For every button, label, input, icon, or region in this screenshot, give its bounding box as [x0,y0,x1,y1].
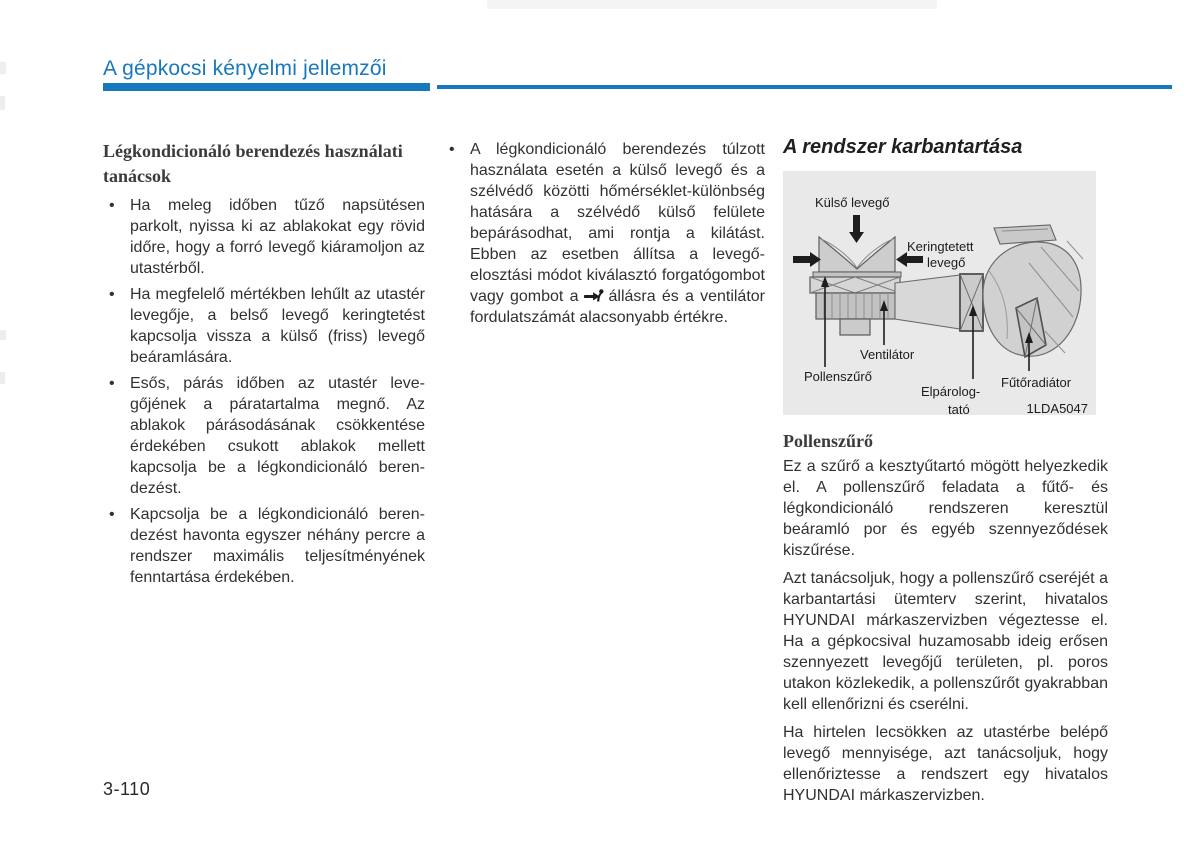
section-heading-maintenance: A rendszer karbantartása [783,136,1023,158]
list-item [103,373,425,499]
scan-artifact-edge [0,372,5,384]
bullet-marker: • [109,286,115,303]
label-recirculated-air-line2: levegő [927,255,966,270]
intake-collar [813,272,901,277]
air-duct [895,275,960,329]
header-rule-thin [437,85,1172,89]
header-rule-thick [103,83,430,91]
list-item [103,504,425,588]
list-item-text: Kapcsolja be a légkondicionáló berendezést havonta egyszer néhány percre a rendszer maximális teljesítményének fenntartása érdekében. [130,506,425,586]
scan-artifact-edge [0,330,6,340]
label-recirculated-air-line1: Keringtetett [907,239,974,254]
list-item-text-after: állásra és a ventilátor fordulatszámát alacsonyabb értékre. [470,288,766,326]
bullet-marker: • [109,375,115,392]
label-evaporator-line1: Elpárolog- [921,384,981,399]
section-heading-ac-tips: Légkondicionáló berendezés használati tanácsok [103,141,403,186]
page-number: 3-110 [103,779,151,799]
paragraph: Ha hirtelen lecsökken az utastérbe belépő levegő mennyisége, azt tanácsoljuk, hogy ellenőriztesse a rendszert egy hivatalos HYUNDAI márkaszervizben. [783,724,1108,804]
column-right [783,135,1108,813]
list-item-text: Esős, párás időben az utastér levegőjének a páratartalma megnő. Az ablakok párásodásának csökkentése érdekében csukott ablakok mellett kapcsolja be a légkondicionáló berendezést. [130,375,425,497]
label-pollen-filter: Pollenszűrő [804,369,872,384]
list-item-text [470,141,765,326]
chapter-title: A gépkocsi kényelmi jellemzői [103,57,387,80]
list-item [103,195,425,279]
label-outside-air: Külső levegő [815,195,890,210]
list-item-text: Ha megfelelő mértékben lehűlt az utastér levegője, a belső levegő keringtetést kapcsolja vissza a külső (friss) levegő beáramlására. [130,286,425,366]
bullet-marker: • [109,197,115,214]
label-heater-core: Fűtőradiátor [1001,375,1072,390]
list-item [443,139,765,328]
face-level-airflow-icon [583,288,605,303]
label-blower: Ventilátor [860,347,915,362]
subsection-heading-pollen-filter: Pollenszűrő [783,431,873,451]
column-left [103,139,425,593]
list-item [103,284,425,368]
list-item-text: Ha meleg időben tűző napsütésen parkolt, nyissa ki az ablakokat egy rövid időre, hogy a forró levegő kiáramoljon az utastérből. [130,197,425,277]
bullet-marker: • [109,506,115,523]
bullet-marker: • [449,141,455,158]
scan-artifact-top [487,0,937,9]
hvac-system-figure [783,171,1096,415]
figure-code: 1LDA5047 [1026,401,1088,415]
paragraph: Azt tanácsoljuk, hogy a pollenszűrő cseréjét a karbantartási ütemterv szerint, hivatalos HYUNDAI márkaszervizben végeztesse el. Ha a gépkocsival huzamosabb ideig erősen szennyezett levegőjű területen, pl. poros utakon közlekedik, a pollenszűrőt gyakrabban kell ellenőrizni és cserélni. [783,570,1108,713]
column-middle [443,139,765,333]
list-item-text-before: A légkondicionáló berendezés túlzott használata esetén a külső levegő és a szélvédő közötti hőmérséklet-különbség hatására a szélvédő külső felülete bepárásodhat, ami rontja a kilátást. Ebben az esetben állítsa a levegőelosztási módot kiválasztó forgatógombot vagy gombot a [470,141,765,305]
scan-artifact-edge [0,96,5,110]
scan-artifact-edge [0,62,6,74]
evaporator-part [960,274,983,331]
paragraph: Ez a szűrő a kesztyűtartó mögött helyezkedik el. A pollenszűrő feladata a fűtő- és légkondicionáló rendszeren keresztül beáramló por és egyéb szennyeződések kiszűrése. [783,458,1108,559]
label-evaporator-line2: tató [948,402,970,415]
